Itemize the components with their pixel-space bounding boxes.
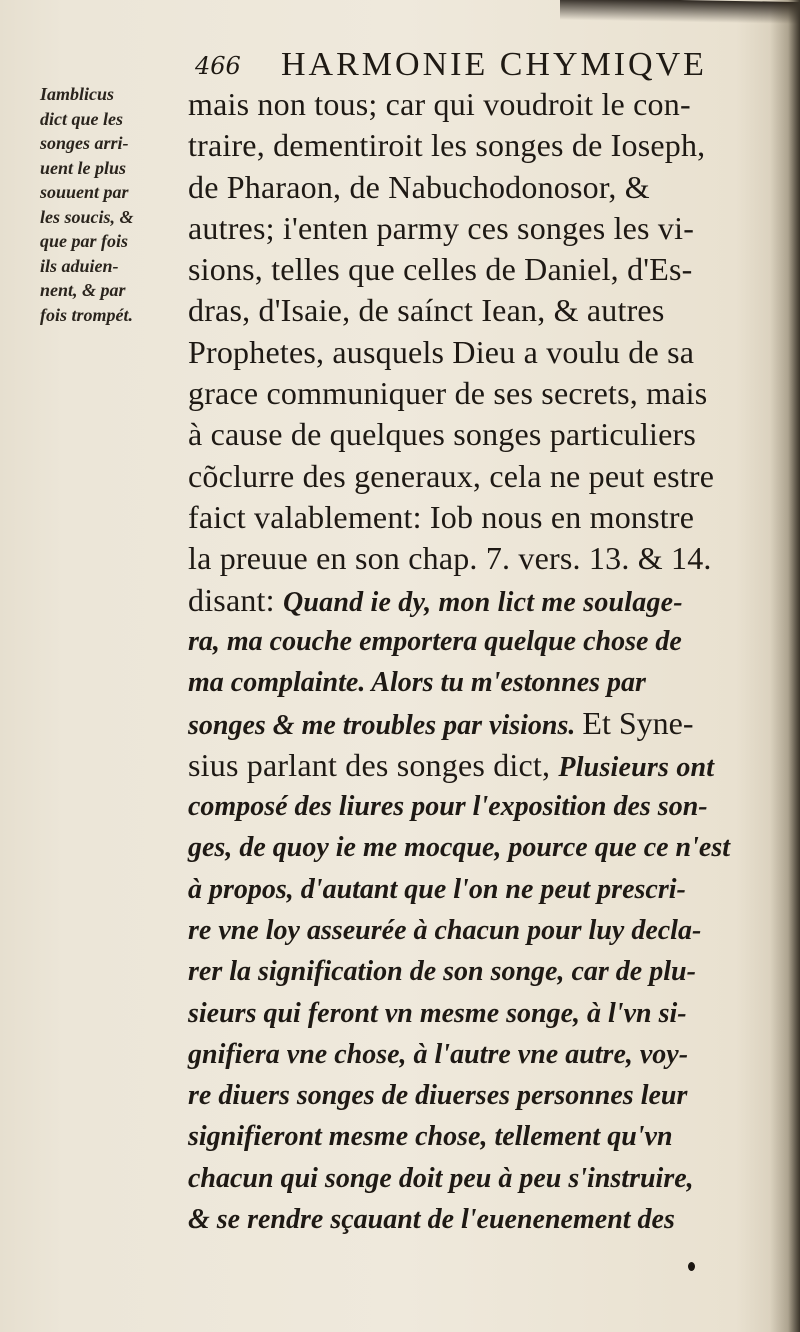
text-line — [188, 208, 778, 249]
text-roman: à cause de quelques songes particuliers — [188, 416, 697, 453]
text-roman: mais non tous; car qui voudroit le con- — [188, 86, 691, 122]
text-line — [188, 1158, 778, 1199]
margin-note-line: souuent par — [40, 182, 129, 202]
text-line — [188, 373, 778, 414]
margin-note-line: les soucis, & — [40, 206, 134, 227]
text-roman: cõclurre des generaux, cela ne peut estre — [188, 457, 715, 494]
margin-note-line: Iamblicus — [40, 84, 115, 104]
text-line — [188, 580, 778, 621]
text-italic: ra, ma couche emportera quelque chose de — [188, 625, 682, 657]
text-line — [188, 497, 778, 538]
text-line — [188, 745, 778, 786]
text-italic: composé des liures pour l'exposition des son- — [188, 791, 708, 823]
text-line — [188, 703, 778, 744]
text-roman: de Pharaon, de Nabuchodonosor, & — [188, 168, 650, 205]
text-italic: gnifiera vne chose, à l'autre vne autre, voy- — [188, 1038, 689, 1070]
text-line — [188, 125, 778, 166]
text-roman: grace communiquer de ses secrets, mais — [188, 375, 708, 412]
text-italic: ma complainte. Alors tu m'estonnes par — [188, 667, 646, 699]
text-line — [188, 1075, 778, 1116]
text-italic: rer la signification de son songe, car de plu- — [188, 956, 696, 988]
text-line — [188, 827, 778, 868]
text-roman: sions, telles que celles de Daniel, d'Es- — [188, 251, 693, 288]
text-line — [188, 869, 778, 910]
text-line — [188, 910, 778, 951]
text-line — [188, 332, 778, 373]
text-line — [188, 621, 778, 662]
text-line — [188, 786, 778, 827]
text-italic: Quand ie dy, mon lict me soulage- — [282, 586, 683, 618]
text-roman: autres; i'enten parmy ces songes les vi- — [188, 209, 695, 246]
text-line — [188, 1116, 778, 1157]
text-line — [188, 538, 778, 579]
text-italic: & se rendre sçauant de l'euenenement des — [188, 1204, 675, 1236]
main-text — [188, 84, 778, 1240]
text-roman: disant: — [188, 581, 283, 618]
text-line — [188, 662, 778, 703]
text-italic: signifieront mesme chose, tellement qu'vn — [188, 1121, 673, 1153]
text-italic: sieurs qui feront vn mesme songe, à l'vn si- — [188, 997, 687, 1029]
text-italic: à propos, d'autant que l'on ne peut prescri- — [188, 873, 686, 905]
margin-note-line: nent, & par — [40, 280, 126, 300]
text-italic: re vne loy asseurée à chacun pour luy decla- — [188, 914, 702, 946]
page-top-shadow — [560, 0, 800, 24]
text-line — [188, 84, 778, 125]
margin-note-line: fois trompét. — [40, 304, 133, 325]
text-line — [188, 249, 778, 290]
running-title: HARMONIE CHYMIQVE — [281, 46, 707, 83]
margin-note-line: ils aduien- — [40, 255, 119, 276]
text-roman: Prophetes, ausquels Dieu a voulu de sa — [188, 333, 695, 370]
text-line — [188, 1199, 778, 1240]
margin-note-line: dict que les — [40, 108, 123, 129]
text-roman: traire, dementiroit les songes de Ioseph, — [188, 127, 706, 164]
text-roman: sius parlant des songes dict, — [188, 746, 559, 783]
margin-note-line: uent le plus — [40, 157, 127, 178]
page-number: 466 — [195, 52, 241, 80]
text-italic: songes & me troubles par visions. — [188, 710, 583, 742]
text-line — [188, 1034, 778, 1075]
text-italic: re diuers songes de diuerses personnes leur — [188, 1080, 688, 1112]
text-italic: chacun qui songe doit peu à peu s'instruire, — [188, 1162, 694, 1194]
ink-mark — [688, 1262, 695, 1271]
text-italic: Plusieurs ont — [558, 751, 715, 783]
text-line — [188, 456, 778, 497]
text-line — [188, 951, 778, 992]
text-italic: ges, de quoy ie me mocque, pource que ce n'est — [188, 832, 731, 864]
text-roman: dras, d'Isaie, de saínct Iean, & autres — [188, 292, 665, 329]
text-roman: faict valablement: Iob nous en monstre — [188, 498, 695, 535]
text-line — [188, 414, 778, 455]
margin-note-line: songes arri- — [40, 133, 129, 153]
text-line — [188, 993, 778, 1034]
text-roman: Et Syne- — [582, 705, 694, 742]
margin-note — [40, 82, 182, 327]
text-line — [188, 290, 778, 331]
text-roman: la preuue en son chap. 7. vers. 13. & 14. — [188, 540, 712, 577]
margin-note-line: que par fois — [40, 231, 129, 251]
text-line — [188, 167, 778, 208]
